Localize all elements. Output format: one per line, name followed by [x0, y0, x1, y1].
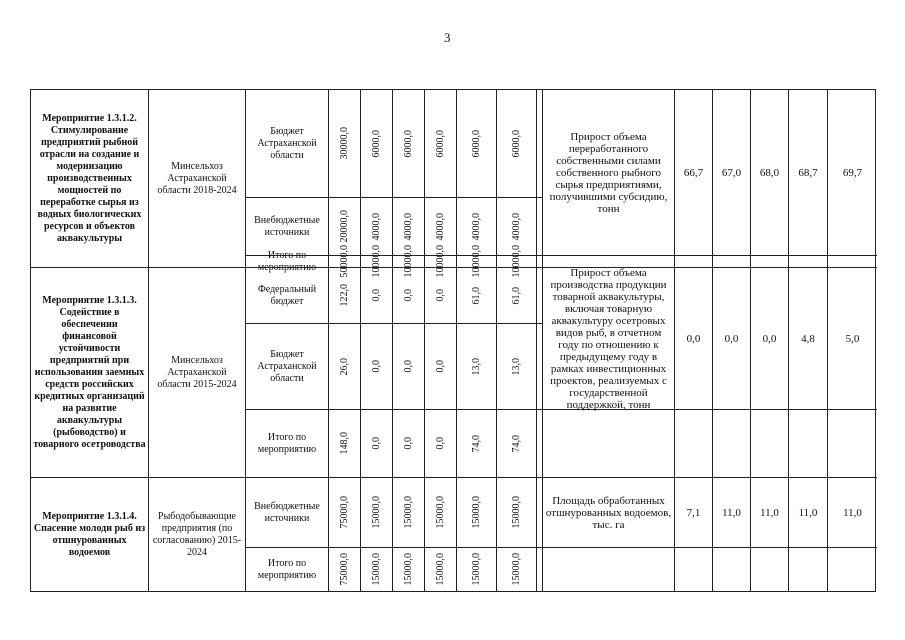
funding-amount: 6000,0	[470, 129, 482, 158]
funding-value	[393, 245, 425, 278]
funding-value	[361, 268, 393, 324]
measure-name: Мероприятие 1.3.1.3. Содействие в обеспечении финансовой устойчивости предприятий при использовании заемных средств российских кредитных организаций на развитие аквакультуры (рыбоводство) и товарного осетроводства	[31, 268, 149, 478]
empty-target-cell	[789, 256, 828, 268]
funding-amount: 0,0	[434, 289, 446, 302]
funding-amount: 6000,0	[370, 129, 382, 158]
funding-source: Федеральный бюджет	[246, 268, 329, 324]
funding-amount: 50000,0	[338, 245, 350, 278]
target-value: 67,0	[713, 90, 751, 256]
funding-value	[497, 90, 537, 198]
target-value: 69,7	[828, 90, 877, 256]
target-value: 11,0	[713, 478, 751, 548]
funding-amount: 30000,0	[338, 127, 350, 160]
funding-value	[497, 478, 537, 548]
funding-amount: 15000,0	[470, 553, 482, 586]
funding-amount: 15000,0	[470, 496, 482, 529]
empty-indicator-cell	[543, 548, 675, 591]
funding-value	[329, 548, 361, 591]
funding-value	[361, 478, 393, 548]
funding-amount: 61,0	[510, 286, 522, 305]
funding-amount: 13,0	[510, 357, 522, 376]
funding-value	[457, 245, 497, 278]
funding-amount: 10000,0	[510, 245, 522, 278]
funding-value	[393, 410, 425, 478]
funding-source: Бюджет Астраханской области	[246, 324, 329, 410]
measure-name: Мероприятие 1.3.1.4. Спасение молоди рыб из отшнурованных водоемов	[31, 478, 149, 591]
target-value: 11,0	[789, 478, 828, 548]
funding-amount: 4000,0	[470, 212, 482, 241]
funding-amount: 0,0	[370, 289, 382, 302]
funding-value	[361, 548, 393, 591]
empty-target-cell	[828, 410, 877, 478]
target-value: 4,8	[789, 268, 828, 410]
funding-value	[361, 410, 393, 478]
funding-value	[329, 324, 361, 410]
funding-value	[329, 245, 361, 278]
measure-name: Мероприятие 1.3.1.2. Стимулирование предприятий рыбной отрасли на создание и модернизацию производственных мощностей по переработке сырья из водных биологических ресурсов и объектов аквакультуры	[31, 90, 149, 268]
funding-amount: 26,0	[338, 357, 350, 376]
empty-target-cell	[751, 548, 789, 591]
funding-amount: 4000,0	[510, 212, 522, 241]
funding-amount: 0,0	[370, 360, 382, 373]
funding-source: Итого по мероприятию	[246, 548, 329, 591]
target-value: 11,0	[751, 478, 789, 548]
funding-amount: 15000,0	[402, 496, 414, 529]
target-value: 68,7	[789, 90, 828, 256]
funding-value	[329, 90, 361, 198]
funding-amount: 4000,0	[434, 212, 446, 241]
empty-target-cell	[751, 410, 789, 478]
funding-amount: 0,0	[434, 437, 446, 450]
empty-target-cell	[675, 410, 713, 478]
funding-amount: 20000,0	[338, 210, 350, 243]
funding-amount: 6000,0	[434, 129, 446, 158]
indicator-description: Прирост объема производства продукции товарной аквакультуры, включая товарную аквакультуру осетровых видов рыб, в отчетном году по отношению к предыдущему году в рамках инвестиционных проектов, реализуемых с государственной поддержкой, тонн	[543, 268, 675, 410]
funding-value	[393, 324, 425, 410]
funding-amount: 10000,0	[402, 245, 414, 278]
empty-target-cell	[828, 256, 877, 268]
funding-amount: 10000,0	[370, 245, 382, 278]
funding-amount: 0,0	[434, 360, 446, 373]
funding-value	[497, 324, 537, 410]
funding-amount: 15000,0	[370, 553, 382, 586]
funding-amount: 15000,0	[402, 553, 414, 586]
funding-value	[457, 324, 497, 410]
funding-value	[425, 410, 457, 478]
funding-amount: 15000,0	[434, 553, 446, 586]
empty-indicator-cell	[543, 410, 675, 478]
funding-value	[457, 478, 497, 548]
funding-value	[457, 268, 497, 324]
funding-amount: 13,0	[470, 357, 482, 376]
funding-value	[425, 268, 457, 324]
funding-value	[425, 90, 457, 198]
indicator-description: Площадь обработанных отшнурованных водоемов, тыс. га	[543, 478, 675, 548]
funding-value	[425, 245, 457, 278]
funding-value	[361, 245, 393, 278]
funding-amount: 10000,0	[434, 245, 446, 278]
funding-value	[457, 410, 497, 478]
funding-amount: 75000,0	[338, 496, 350, 529]
empty-target-cell	[713, 548, 751, 591]
funding-value	[329, 410, 361, 478]
target-value: 11,0	[828, 478, 877, 548]
target-value: 66,7	[675, 90, 713, 256]
funding-amount: 4000,0	[402, 212, 414, 241]
funding-amount: 15000,0	[510, 496, 522, 529]
funding-value	[393, 548, 425, 591]
funding-amount: 15000,0	[370, 496, 382, 529]
funding-value	[497, 268, 537, 324]
funding-value	[497, 548, 537, 591]
funding-amount: 15000,0	[434, 496, 446, 529]
executor-cell: Рыбодобывающие предприятия (по согласованию) 2015-2024	[149, 478, 246, 591]
funding-value	[425, 548, 457, 591]
target-value: 0,0	[675, 268, 713, 410]
funding-value	[329, 268, 361, 324]
funding-amount: 74,0	[510, 434, 522, 453]
funding-value	[425, 324, 457, 410]
funding-amount: 6000,0	[510, 129, 522, 158]
empty-target-cell	[789, 548, 828, 591]
funding-amount: 10000,0	[470, 245, 482, 278]
funding-value	[329, 478, 361, 548]
funding-value	[361, 324, 393, 410]
target-value: 0,0	[713, 268, 751, 410]
indicator-description: Прирост объема переработанного собственными силами собственного рыбного сырья предприятиями, получившими субсидию, тонн	[543, 90, 675, 256]
target-value: 7,1	[675, 478, 713, 548]
funding-value	[497, 245, 537, 278]
funding-amount: 15000,0	[510, 553, 522, 586]
funding-source: Внебюджетные источники	[246, 478, 329, 548]
funding-amount: 0,0	[402, 289, 414, 302]
funding-amount: 122,0	[338, 284, 350, 307]
target-value: 68,0	[751, 90, 789, 256]
funding-value	[393, 478, 425, 548]
empty-target-cell	[713, 410, 751, 478]
funding-value	[393, 268, 425, 324]
funding-source: Бюджет Астраханской области	[246, 90, 329, 198]
funding-amount: 0,0	[402, 437, 414, 450]
executor-cell: Минсельхоз Астраханской области 2018-2024	[149, 90, 246, 268]
funding-value	[361, 90, 393, 198]
program-table	[30, 89, 876, 592]
funding-amount: 148,0	[338, 432, 350, 455]
funding-amount: 6000,0	[402, 129, 414, 158]
funding-value	[457, 548, 497, 591]
executor-cell: Минсельхоз Астраханской области 2015-2024	[149, 268, 246, 478]
funding-amount: 0,0	[402, 360, 414, 373]
funding-amount: 4000,0	[370, 212, 382, 241]
empty-target-cell	[751, 256, 789, 268]
target-value: 0,0	[751, 268, 789, 410]
funding-amount: 61,0	[470, 286, 482, 305]
target-value: 5,0	[828, 268, 877, 410]
funding-source: Итого по мероприятию	[246, 410, 329, 478]
empty-target-cell	[789, 410, 828, 478]
empty-target-cell	[713, 256, 751, 268]
page-number: 3	[444, 30, 451, 45]
empty-target-cell	[675, 548, 713, 591]
funding-value	[425, 478, 457, 548]
funding-value	[457, 90, 497, 198]
funding-amount: 75000,0	[338, 553, 350, 586]
funding-amount: 0,0	[370, 437, 382, 450]
funding-amount: 74,0	[470, 434, 482, 453]
empty-target-cell	[828, 548, 877, 591]
funding-source: Внебюджетные источники	[246, 198, 329, 256]
empty-target-cell	[675, 256, 713, 268]
funding-value	[393, 90, 425, 198]
funding-value	[497, 410, 537, 478]
funding-source: Итого по мероприятию	[246, 256, 329, 268]
